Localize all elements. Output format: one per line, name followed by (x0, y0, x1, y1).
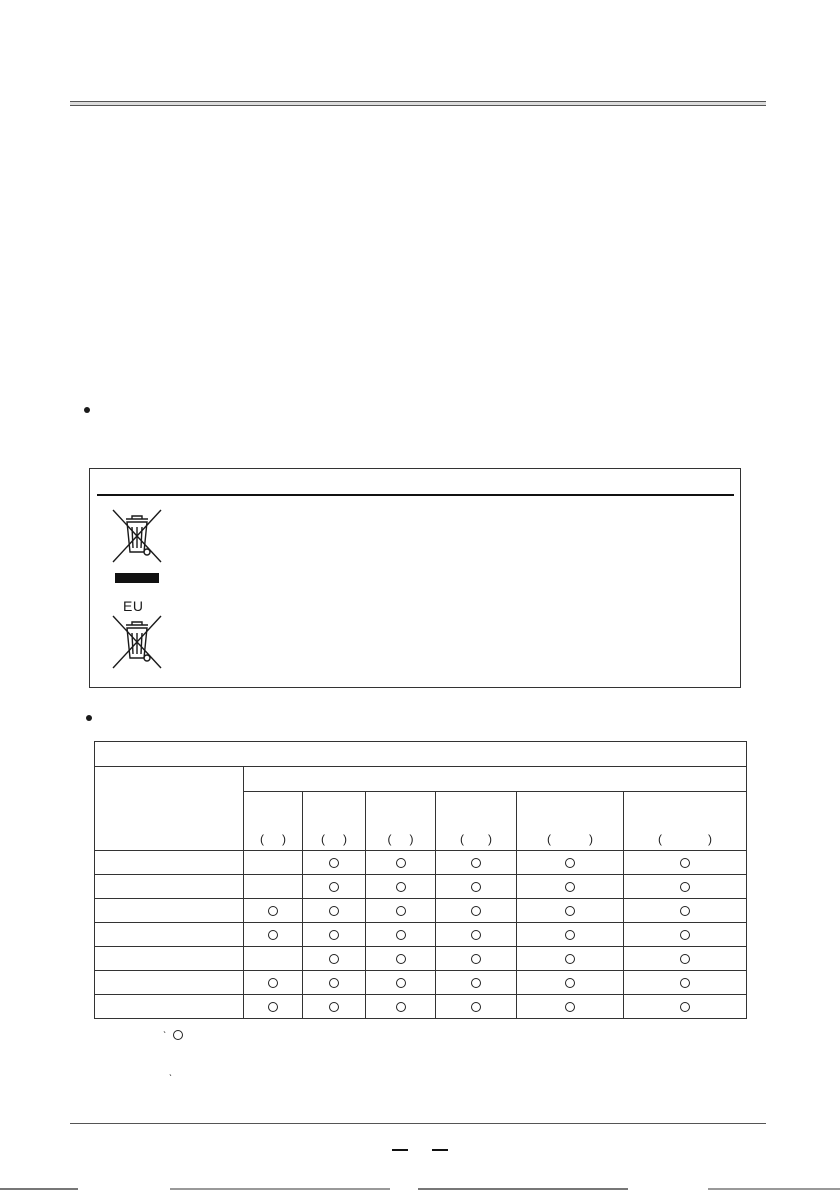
substance-cell (436, 875, 517, 899)
substance-cell (517, 923, 624, 947)
substance-cell (436, 995, 517, 1019)
part-name-header (95, 767, 244, 851)
unit-parentheses (303, 832, 365, 850)
substance-cell (303, 923, 366, 947)
substance-cell (366, 947, 436, 971)
footer-rule (70, 1123, 766, 1124)
compliant-circle-mark (565, 858, 575, 868)
substance-cell (303, 851, 366, 875)
table-row (95, 947, 747, 971)
table-row (95, 875, 747, 899)
hazardous-substances-table (94, 741, 747, 1019)
substance-column-header (244, 792, 303, 851)
substance-cell (517, 851, 624, 875)
page-number-dash-left (392, 1149, 408, 1151)
substance-cell (303, 899, 366, 923)
substance-cell (624, 923, 747, 947)
unit-parentheses (244, 832, 302, 850)
compliant-circle-mark (471, 882, 481, 892)
table-row (95, 995, 747, 1019)
part-name-cell (95, 851, 244, 875)
compliant-circle-mark (471, 978, 481, 988)
compliant-circle-mark (471, 930, 481, 940)
substance-cell (366, 851, 436, 875)
crossed-bin-icon (110, 507, 164, 565)
table-row (95, 923, 747, 947)
compliant-circle-mark (471, 858, 481, 868)
page-number-dash-right (432, 1149, 448, 1151)
part-name-cell (95, 875, 244, 899)
compliant-circle-mark (396, 858, 406, 868)
unit-parentheses (624, 832, 746, 850)
substance-cell (244, 947, 303, 971)
compliant-circle-mark (268, 978, 278, 988)
substance-cell (517, 899, 624, 923)
table-row (95, 971, 747, 995)
compliant-circle-mark (329, 906, 339, 916)
paren-left: ( (260, 832, 264, 846)
compliant-circle-mark (268, 930, 278, 940)
compliant-circle-mark (396, 954, 406, 964)
substance-column-header (366, 792, 436, 851)
scan-edge-mid (170, 1188, 390, 1190)
compliant-circle-mark (565, 978, 575, 988)
scan-edge-left (0, 1188, 78, 1190)
compliant-circle-mark (268, 1002, 278, 1012)
substance-column-header (624, 792, 747, 851)
compliant-circle-mark (268, 906, 278, 916)
substance-cell (517, 875, 624, 899)
unit-parentheses (366, 832, 435, 850)
compliant-circle-mark (329, 858, 339, 868)
paren-left: ( (387, 832, 392, 846)
paren-right: ) (282, 832, 286, 846)
substance-cell (436, 851, 517, 875)
compliant-circle-mark (680, 858, 690, 868)
substance-cell (517, 947, 624, 971)
substance-cell (303, 947, 366, 971)
substance-cell (303, 995, 366, 1019)
substance-cell (303, 971, 366, 995)
paren-right: ) (708, 832, 712, 846)
compliant-circle-mark (471, 906, 481, 916)
compliant-circle-mark (565, 930, 575, 940)
scan-edge-right (418, 1188, 628, 1190)
note-circle-symbol (173, 1030, 183, 1040)
substance-cell (366, 899, 436, 923)
substance-column-header (517, 792, 624, 851)
compliant-circle-mark (680, 882, 690, 892)
substance-cell (436, 923, 517, 947)
table-title-row (95, 742, 747, 767)
substance-cell (624, 947, 747, 971)
table-row (95, 899, 747, 923)
substance-cell (624, 971, 747, 995)
eu-crossed-bin-icon (110, 613, 164, 671)
unit-parentheses (436, 832, 516, 850)
compliant-circle-mark (396, 978, 406, 988)
compliant-circle-mark (680, 906, 690, 916)
compliant-circle-mark (680, 930, 690, 940)
header-rule (70, 101, 766, 106)
substance-cell (436, 947, 517, 971)
substance-cell (244, 851, 303, 875)
part-name-cell (95, 923, 244, 947)
unit-parentheses (517, 832, 623, 850)
compliant-circle-mark (565, 882, 575, 892)
paren-left: ( (460, 832, 464, 846)
substance-cell (624, 875, 747, 899)
substance-cell (244, 899, 303, 923)
substance-cell (436, 899, 517, 923)
substance-group-header (244, 767, 747, 792)
compliant-circle-mark (680, 978, 690, 988)
substance-cell (436, 971, 517, 995)
substance-column-header (436, 792, 517, 851)
paren-right: ) (488, 832, 492, 846)
compliant-circle-mark (396, 882, 406, 892)
paren-right: ) (343, 832, 347, 846)
substance-column-header (303, 792, 366, 851)
substance-cell (517, 971, 624, 995)
compliant-circle-mark (396, 1002, 406, 1012)
substance-cell (624, 899, 747, 923)
compliant-circle-mark (329, 882, 339, 892)
compliant-circle-mark (329, 978, 339, 988)
substance-cell (244, 875, 303, 899)
part-name-cell (95, 995, 244, 1019)
eu-label: EU (123, 598, 144, 614)
weee-notice-box (89, 468, 741, 688)
substance-cell (303, 875, 366, 899)
bullet-weee (84, 407, 90, 413)
weee-black-bar (115, 573, 159, 583)
compliant-circle-mark (396, 930, 406, 940)
paren-left: ( (658, 832, 662, 846)
compliant-circle-mark (329, 1002, 339, 1012)
compliant-circle-mark (680, 1002, 690, 1012)
paren-left: ( (321, 832, 325, 846)
compliant-circle-mark (565, 954, 575, 964)
compliant-circle-mark (329, 930, 339, 940)
weee-box-rule (97, 494, 734, 496)
part-name-cell (95, 947, 244, 971)
scan-edge-far-right (708, 1188, 840, 1190)
substance-cell (244, 971, 303, 995)
compliant-circle-mark (471, 954, 481, 964)
compliant-circle-mark (329, 954, 339, 964)
paren-left: ( (547, 832, 551, 846)
substance-cell (244, 995, 303, 1019)
compliant-circle-mark (471, 1002, 481, 1012)
paren-right: ) (589, 832, 593, 846)
part-name-cell (95, 899, 244, 923)
substance-cell (517, 995, 624, 1019)
compliant-circle-mark (680, 954, 690, 964)
substance-cell (366, 995, 436, 1019)
substance-cell (366, 875, 436, 899)
part-name-cell (95, 971, 244, 995)
note-1: ˋ (163, 1026, 183, 1044)
compliant-circle-mark (565, 1002, 575, 1012)
note-2: ˎ (169, 1066, 173, 1077)
table-row (95, 851, 747, 875)
substance-cell (366, 971, 436, 995)
compliant-circle-mark (396, 906, 406, 916)
substance-cell (366, 923, 436, 947)
bullet-rohs (86, 715, 92, 721)
compliant-circle-mark (565, 906, 575, 916)
paren-right: ) (409, 832, 414, 846)
substance-cell (624, 851, 747, 875)
substance-cell (244, 923, 303, 947)
substance-cell (624, 995, 747, 1019)
